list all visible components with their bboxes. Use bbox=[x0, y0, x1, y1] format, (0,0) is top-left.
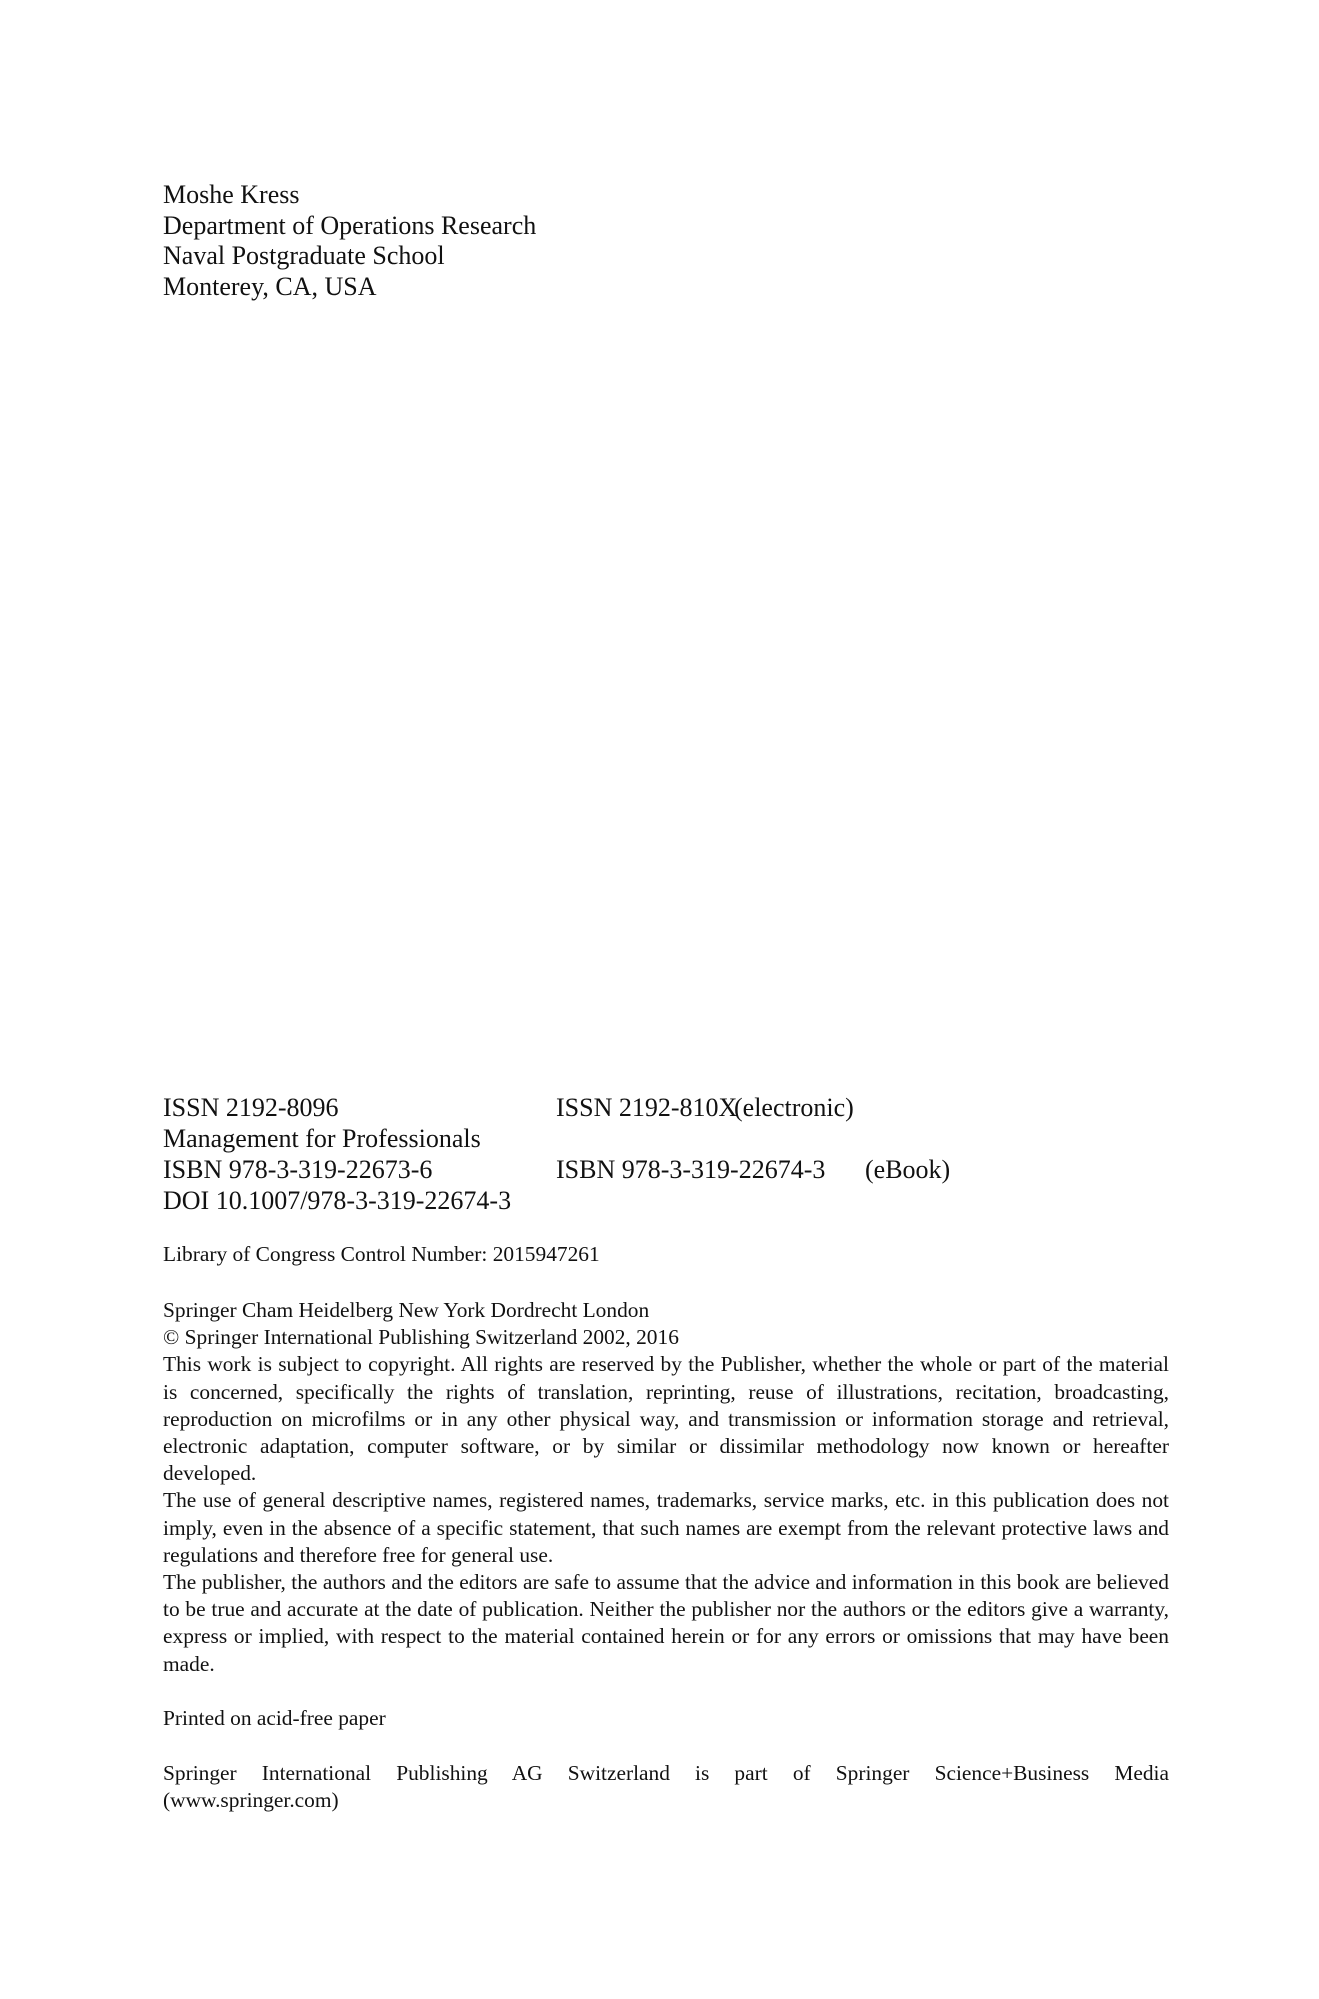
springer-footer-line1: Springer International Publishing AG Switzerland is part of Springer Science+Business Media bbox=[163, 1761, 1169, 1785]
acid-free-notice: Printed on acid-free paper bbox=[163, 1706, 386, 1730]
issn-print: ISSN 2192-8096 bbox=[163, 1093, 339, 1122]
issn-row bbox=[163, 1092, 1163, 1123]
issn-electronic: ISSN 2192-810X bbox=[556, 1093, 738, 1122]
isbn-ebook: ISBN 978-3-319-22674-3 bbox=[556, 1155, 826, 1184]
doi-row bbox=[163, 1185, 1163, 1216]
trademark-paragraph: The use of general descriptive names, registered names, trademarks, service marks, etc. in this publication does not imply, even in the absence of a specific statement, that such names are exempt from the relevant protective laws and regulations and therefore free for general use. bbox=[163, 1488, 1169, 1567]
author-location: Monterey, CA, USA bbox=[163, 271, 377, 301]
author-affiliation bbox=[163, 180, 536, 302]
springer-footer bbox=[163, 1760, 1169, 1814]
copyright-notice bbox=[163, 1297, 1169, 1678]
publisher-locations: Springer Cham Heidelberg New York Dordrecht London bbox=[163, 1298, 650, 1322]
issn-electronic-note: (electronic) bbox=[734, 1093, 854, 1122]
lccn: Library of Congress Control Number: 2015947261 bbox=[163, 1242, 600, 1266]
author-school: Naval Postgraduate School bbox=[163, 241, 445, 270]
author-name: Moshe Kress bbox=[163, 180, 300, 209]
isbn-ebook-note: (eBook) bbox=[865, 1155, 951, 1184]
rights-paragraph: This work is subject to copyright. All rights are reserved by the Publisher, whether the whole or part of the material is concerned, specifically the rights of translation, reprinting, reuse of illustrations, recitation, broadcasting, reproduction on microfilms or in any other physical way, and transmission or information storage and retrieval, electronic adaptation, computer software, or by similar or dissimilar methodology now known or hereafter developed. bbox=[163, 1352, 1169, 1486]
bibliographic-identifiers bbox=[163, 1092, 1163, 1216]
springer-footer-url: (www.springer.com) bbox=[163, 1788, 339, 1813]
copyright-line: © Springer International Publishing Switzerland 2002, 2016 bbox=[163, 1325, 679, 1350]
series-title: Management for Professionals bbox=[163, 1124, 481, 1153]
doi: DOI 10.1007/978-3-319-22674-3 bbox=[163, 1186, 512, 1215]
disclaimer-paragraph: The publisher, the authors and the editors are safe to assume that the advice and information in this book are believed to be true and accurate at the date of publication. Neither the publisher nor the authors or the editors give a warranty, express or implied, with respect to the material contained herein or for any errors or omissions that may have been made. bbox=[163, 1570, 1169, 1676]
series-row bbox=[163, 1123, 1163, 1154]
isbn-row bbox=[163, 1154, 1163, 1185]
isbn-print: ISBN 978-3-319-22673-6 bbox=[163, 1155, 433, 1184]
author-department: Department of Operations Research bbox=[163, 210, 537, 240]
